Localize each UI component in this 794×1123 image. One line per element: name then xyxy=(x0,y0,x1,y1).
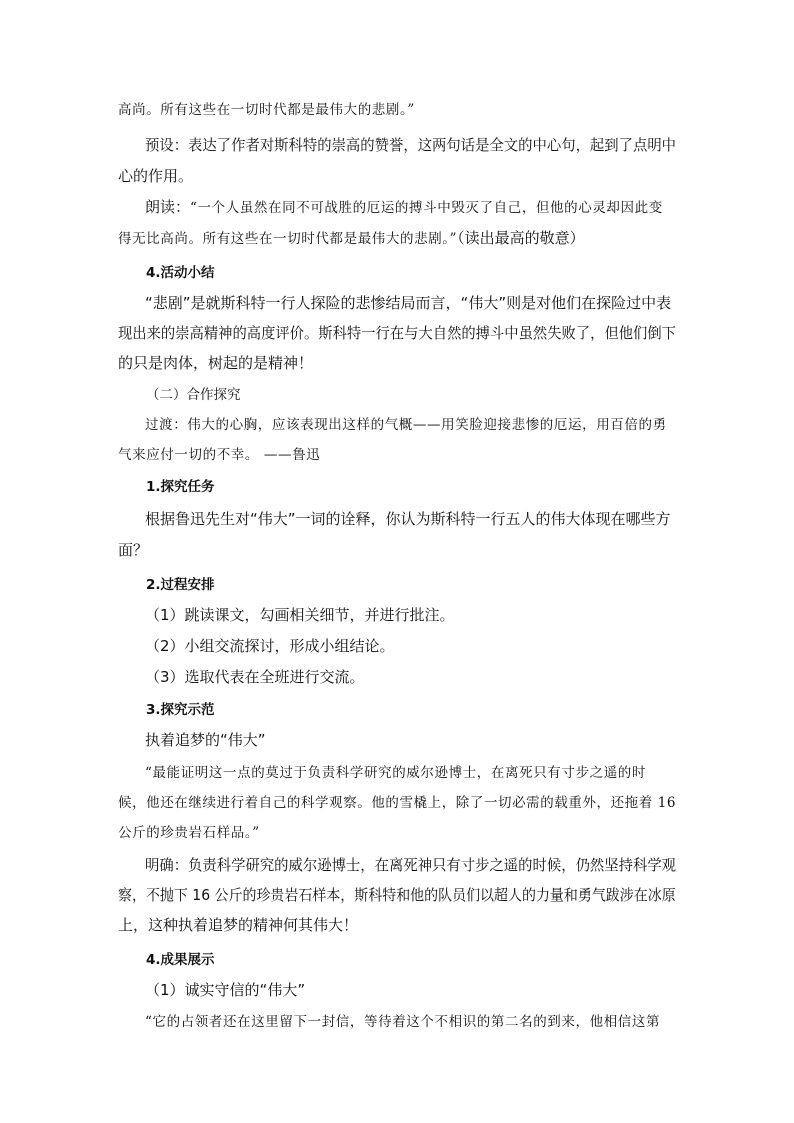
reading-quote: 得无比高尚。所有这些在一切时代都是最伟大的悲剧。” xyxy=(118,231,458,247)
example-quote-line: “最能证明这一点的莫过于负责科学研究的威尔逊博士，在离死只有寸步之遥的时 xyxy=(145,765,647,781)
step-line: （2）小组交流探讨，形成小组结论。 xyxy=(145,637,395,655)
reading-quote: “一个人虽然在同不可战胜的厄运的搏斗中毁灭了自己，但他的心灵却因此变 xyxy=(190,200,663,216)
section-heading: 4.成果展示 xyxy=(146,952,215,968)
preset-answer-line: 心的作用。 xyxy=(118,167,194,185)
subsection-heading: （二）合作探究 xyxy=(146,387,241,403)
clarification-line: 上，这种执着追梦的精神何其伟大！ xyxy=(118,916,359,934)
transition-line: 气来应付一切的不幸。 ——鲁迅 xyxy=(118,447,321,463)
step-line: （1）跳读课文，勾画相关细节，并进行批注。 xyxy=(145,606,455,624)
section-heading: 3.探究示范 xyxy=(146,702,215,718)
clarification-line: 明确：负责科学研究的威尔逊博士，在离死神只有寸步之遥的时候，仍然坚持科学观 xyxy=(145,856,677,874)
result-quote-line: “它的占领者还在这里留下一封信，等待着这个不相识的第二名的到来，他相信这第 xyxy=(145,1014,661,1030)
summary-line: 现出来的崇高精神的高度评价。斯科特一行在与大自然的搏斗中虽然失败了，但他们倒下 xyxy=(118,324,676,342)
section-heading: 2.过程安排 xyxy=(146,577,215,593)
example-quote-line: 公斤的珍贵岩石样品。” xyxy=(118,825,260,841)
example-title: 执着追梦的“伟大” xyxy=(145,731,266,749)
reading-label: 朗读： xyxy=(145,198,191,216)
quote-line: 高尚。所有这些在一切时代都是最伟大的悲剧。” xyxy=(118,102,415,118)
example-quote-line: 候，他还在继续进行着自己的科学观察。他的雪橇上，除了一切必需的载重外，还拖着 16 xyxy=(118,795,677,811)
reading-line xyxy=(118,228,585,249)
summary-line: “悲剧”是就斯科特一行人探险的悲惨结局而言，“伟大”则是对他们在探险过中表 xyxy=(145,294,672,312)
transition-line: 过渡：伟大的心胸，应该表现出这样的气概——用笑脸迎接悲惨的厄运，用百倍的勇 xyxy=(145,417,667,433)
section-heading: 1.探究任务 xyxy=(146,479,215,495)
reading-note: （读出最高的敬意） xyxy=(457,229,585,247)
step-line: （3）选取代表在全班进行交流。 xyxy=(145,668,365,686)
task-line: 根据鲁迅先生对“伟大”一词的诠释，你认为斯科特一行五人的伟大体现在哪些方 xyxy=(145,510,671,528)
preset-answer-line: 预设：表达了作者对斯科特的崇高的赞誉，这两句话是全文的中心句，起到了点明中 xyxy=(145,136,677,154)
result-subtitle: （1）诚实守信的“伟大” xyxy=(145,981,306,999)
section-heading: 4.活动小结 xyxy=(146,265,215,281)
summary-line: 的只是肉体，树起的是精神！ xyxy=(118,354,314,372)
reading-line xyxy=(145,197,663,218)
clarification-line: 察，不抛下 16 公斤的珍贵岩石样本，斯科特和他的队员们以超人的力量和勇气跋涉在冰原 xyxy=(118,886,676,904)
task-line: 面？ xyxy=(118,541,149,559)
